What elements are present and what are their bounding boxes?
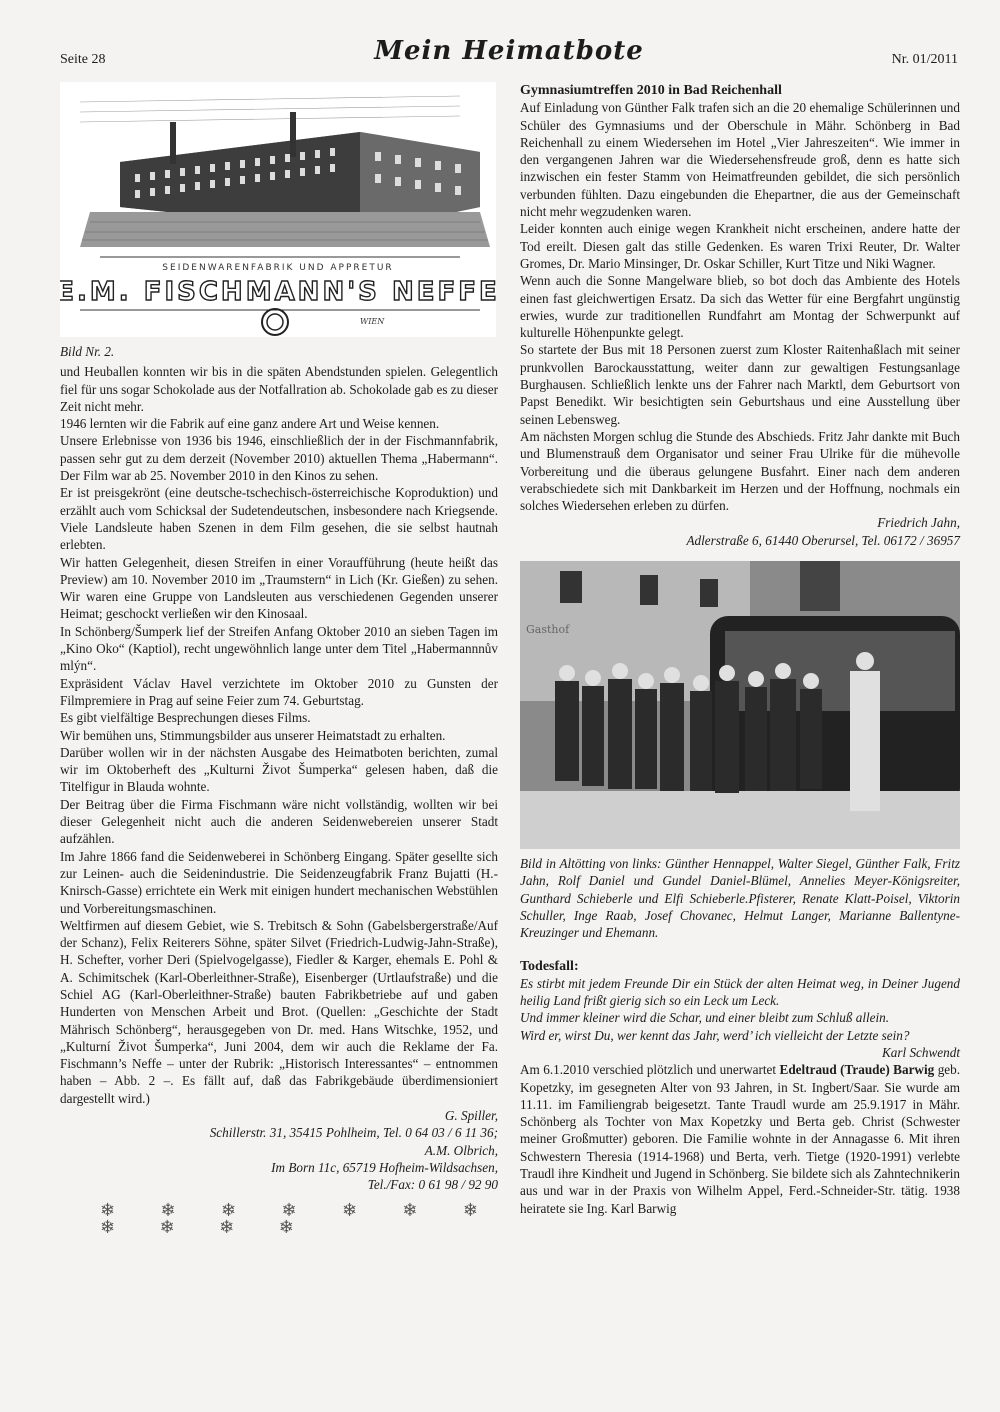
ad-line1: SEIDENWARENFABRIK UND APPRETUR: [162, 263, 394, 273]
left-paragraph: und Heuballen konnten wir bis in die späten Abendstunden spielen. Gelegentlich fiel für uns sogar Schokolade aus der Notfallration ab. Schokolade gab es zu dieser Zeit nicht mehr.: [60, 364, 498, 414]
deceased-name: Edeltraud (Traude) Barwig: [779, 1062, 935, 1078]
factory-engraving: [60, 82, 496, 337]
article-signature: Friedrich Jahn,: [877, 515, 960, 531]
left-paragraph: Im Jahre 1866 fand die Seidenweberei in Schönberg Eingang. Später gesellte sich zur Leinen- auch die Seidenindustrie. Die Seidenzeugfabrik Franz Bujatti (H.-Knirsch-Gasse) errichtete ein Werk mit einigen hundert mechanischen Webstühlen und Vorbereitungsmaschinen.: [60, 848, 498, 916]
left-paragraph: 1946 lernten wir die Fabrik auf eine ganz andere Art und Weise kennen.: [60, 416, 440, 432]
obituary-text: [520, 1061, 960, 1217]
factory-advertisement-image: [60, 82, 496, 337]
left-paragraph: Wir hatten Gelegenheit, diesen Streifen in einer Voraufführung (heute heißt das Preview) am 10. November 2010 im „Traumstern“ in Lich (Kr. Gießen) zu sehen. Wir waren eine Gruppe von Landsleuten aus verschiedenen Gegenden unserer Heimat; geschockt verließen wir den Kinosaal.: [60, 554, 498, 622]
poem-line: Und immer kleiner wird die Schar, und einer bleibt zum Schluß allein.: [520, 1010, 890, 1026]
page-header: [60, 36, 958, 72]
left-paragraph: Es gibt vielfältige Besprechungen dieses Films.: [60, 710, 311, 726]
left-paragraph: Expräsident Václav Havel verzichtete im Oktober 2010 zu Gunsten der Filmpremiere in Prag auf seine Feier zum 74. Geburtstag.: [60, 675, 498, 708]
right-paragraph: Auf Einladung von Günther Falk trafen sich an die 20 ehemalige Schülerinnen und Schüler des Gymnasiums und der Oberschule in Mähr. Schönberg in Bad Reichenhall zu einem Wiedersehen im Hotel „Vier Jahreszeiten“. Wie immer in den vergangenen Jahren war die Wiedersehensfreude groß, denn es hatte sich inzwischen ein fester Stamm von Heimatfreunden gebildet, die sich persönlich verbunden fühlten. Dazu eingebunden die Ehepartner, die aus der Gemeinschaft nicht mehr wegzudenken waren.: [520, 100, 960, 220]
left-paragraph: Unsere Erlebnisse von 1936 bis 1946, einschließlich der in der Fischmannfabrik, passen sehr gut zu dem derzeit (November 2010) aktuellen Thema „Habermann“. Der Film war ab 25. November 2010 in den Kinos zu sehen.: [60, 433, 498, 484]
snowflake-divider-icon: ❄ ❄ ❄ ❄ ❄ ❄ ❄ ❄ ❄ ❄ ❄: [100, 1199, 498, 1237]
obituary-intro: Am 6.1.2010 verschied plötzlich und unerwartet: [520, 1062, 777, 1078]
obituary-section: [520, 958, 960, 1217]
author-signature: G. Spiller,: [444, 1108, 498, 1124]
left-paragraph: Er ist preisgekrönt (eine deutsche-tschechisch-österreichische Koproduktion) und erzählt auch vom Schicksal der Sudetendeutschen, insbesondere nach Kriegsende. Viele Landsleute haben Szenen in dem Film gesehen, die sie selbst hautnah erlebten.: [60, 485, 498, 553]
obituary-body: geb. Kopetzky, im gesegneten Alter von 93 Jahren, in St. Ingbert/Saar. Sie wurde am 11.11. im Familiengrab beigesetzt. Tante Traudl wurde am 25.9.1917 in Mähr. Schönberg als Tochter von Max Kopetzky und Berta geb. Christ (Schwester meiner Großmutter) geboren. Die Familie wohnte in der Annagasse 6. Mit ihren Schwestern Theresia (1914-1968) und Berta, verh. Tietge (1920-1991) verlebte Traudl ihre Kindheit und Jugend in Schönberg. Sie bildete sich als Zahntechnikerin aus und war in der Praxis von Wilhelm Appel, Ferd.-Schneider-Str. tätig. 1938 heiratete sie Ing. Karl Barwig: [520, 1062, 961, 1216]
left-paragraph: In Schönberg/Šumperk lief der Streifen Anfang Oktober 2010 an sieben Tagen im „Kino Oko“ (Kaptiol), recht ungewöhnlich lange unter dem Titel „Habermannnův mlýn“.: [60, 623, 498, 674]
right-column: [520, 82, 960, 1217]
left-paragraph: Darüber wollen wir in der nächsten Ausgabe des Heimatboten berichten, zumal wir im Oktoberheft des „Kulturni Život Šumperka“ gelesen haben, daß die Titelfigur in Blauda wohnte.: [60, 744, 498, 795]
left-paragraph: Der Beitrag über die Firma Fischmann wäre nicht vollständig, wollten wir bei dieser Gelegenheit nicht auch die anderen Seidenwebereien unserer Stadt aufzählen.: [60, 796, 498, 847]
article-address: Adlerstraße 6, 61440 Oberursel, Tel. 06172 / 36957: [686, 532, 960, 548]
ad-line2: E.M. FISCHMANN'S NEFFE: [60, 277, 496, 307]
article-title: Gymnasiumtreffen 2010 in Bad Reichenhall: [520, 83, 782, 98]
group-photo: [520, 561, 960, 849]
group-photo-image: [520, 561, 960, 849]
page-number: Seite 28: [60, 52, 106, 67]
right-paragraph: Wenn auch die Sonne Mangelware blieb, so bot doch das Ambiente des Hotels einen fast gleichwertigen Ersatz. Da sich das Wetter für eine Bergfahrt ungünstig erwies, wurde zur traditionellen Rundfahrt am Montag der Schwerpunkt auf kulturelle Höhenpunkte gelegt.: [520, 273, 960, 341]
left-paragraph: Wir bemühen uns, Stimmungsbilder aus unserer Heimatstadt zu erhalten.: [60, 727, 446, 743]
masthead-logo: Mein Heimatbote: [374, 36, 644, 66]
author-address: Im Born 11c, 65719 Hofheim-Wildsachsen,: [271, 1159, 498, 1175]
author-signature: A.M. Olbrich,: [424, 1142, 498, 1158]
author-phone: Tel./Fax: 0 61 98 / 92 90: [367, 1177, 498, 1193]
photo-caption: Bild in Altötting von links: Günther Hennappel, Walter Siegel, Günther Falk, Fritz Jahn, Rolf Daniel und Gundel Daniel-Blümel, Annelies Meyer-Königsreiter, Gunthard Schieberle und Elfi Schieberle.Pfisterer, Renate Klatt-Poisel, Viktorin Schuller, Inge Raab, Josef Chovanec, Helmut Langer, Marianne Ballentyne-Kreuzinger und Ehemann.: [520, 856, 960, 941]
poem-author: Karl Schwendt: [881, 1044, 960, 1060]
right-paragraph: Am nächsten Morgen schlug die Stunde des Abschieds. Fritz Jahr dankte mit Buch und Blumenstrauß dem Organisator und seiner Frau Ulrike für die mühevolle Vorbereitung und die überaus gelungene Busfahrt. Einer nach dem anderen verabschiedete sich mit Dankbarkeit im Herzen und der Hoffnung, nochmals ein solches Wiedersehen erleben zu dürfen.: [520, 428, 960, 514]
author-address: Schillerstr. 31, 35415 Pohlheim, Tel. 0 64 03 / 6 11 36;: [209, 1125, 498, 1141]
right-paragraph: So startete der Bus mit 18 Personen zuerst zum Kloster Raitenhaßlach mit seiner prunkvollen Barockausstattung, weiter dann zur gewaltigen Festungsanlage Burghausen. Schließlich lenkte uns der Fahrer nach Marktl, dem Geburtsort von Papst Benedikt. Wir besichtigten sein Geburtshaus und eine Ausstellung über seinen Lebensweg.: [520, 342, 960, 427]
poem-line: Wird er, wirst Du, wer kennt das Jahr, werd’ ich vielleicht der Letzte sein?: [520, 1027, 910, 1043]
company-seal-icon: [262, 309, 288, 335]
poem-line: Es stirbt mit jedem Freunde Dir ein Stück der alten Heimat weg, in Deiner Jugend heilig Land frißt gierig sich so ein Leck um Leck.: [520, 975, 960, 1009]
figure-caption: Bild Nr. 2.: [60, 344, 115, 359]
obituary-title: Todesfall:: [520, 958, 579, 974]
right-paragraph: Leider konnten auch einige wegen Krankheit nicht erscheinen, andere hatte der Tod ereilt. Diesen galt das stille Gedenken. Es waren Trixi Reuter, Dr. Walter Gromes, Dr. Mario Minsinger, Dr. Oskar Schiller, Kurt Titze und Niki Wagner.: [520, 221, 960, 271]
left-column: [60, 82, 498, 1236]
left-paragraph: Weltfirmen auf diesem Gebiet, wie S. Trebitsch & Sohn (Gabelsbergerstraße/Auf der Schanz), Felix Reiterers Söhne, später Silvet (Friedrich-Ludwig-Jahn-Straße), H. Schefter, vorher Deri (Spielvogelgasse), Fiedler & Karger, ehemals E. Pohl & A. Schimitschek (Karl-Oberleithner-Straße), Eisenberger (Urtlaufstraße) und die Schiel AG (Karl-Oberleithner-Straße) bauten Fabrikbetriebe auf und gaben Hunderten von Menschen Arbeit und Brot. (Quellen: „Geschichte der Stadt Mährisch Schönberg“, herausgegeben von Dr. med. Hans Witschke, 1952, und „Kulturní Život Šumperka“, Juni 2004, dem wir auch die Reklame der Fa. Fischmann’s Neffe – unter der Rubrik: „Historisch Interessantes“ – entnommen haben – Abb. 2 –. Es fällt auf, daß das Fabrikgebäude überdimensioniert dargestellt wird.): [60, 917, 498, 1106]
issue-number: Nr. 01/2011: [891, 52, 958, 67]
photo-sign: Gasthof: [526, 623, 570, 637]
ad-city: WIEN: [360, 317, 385, 326]
